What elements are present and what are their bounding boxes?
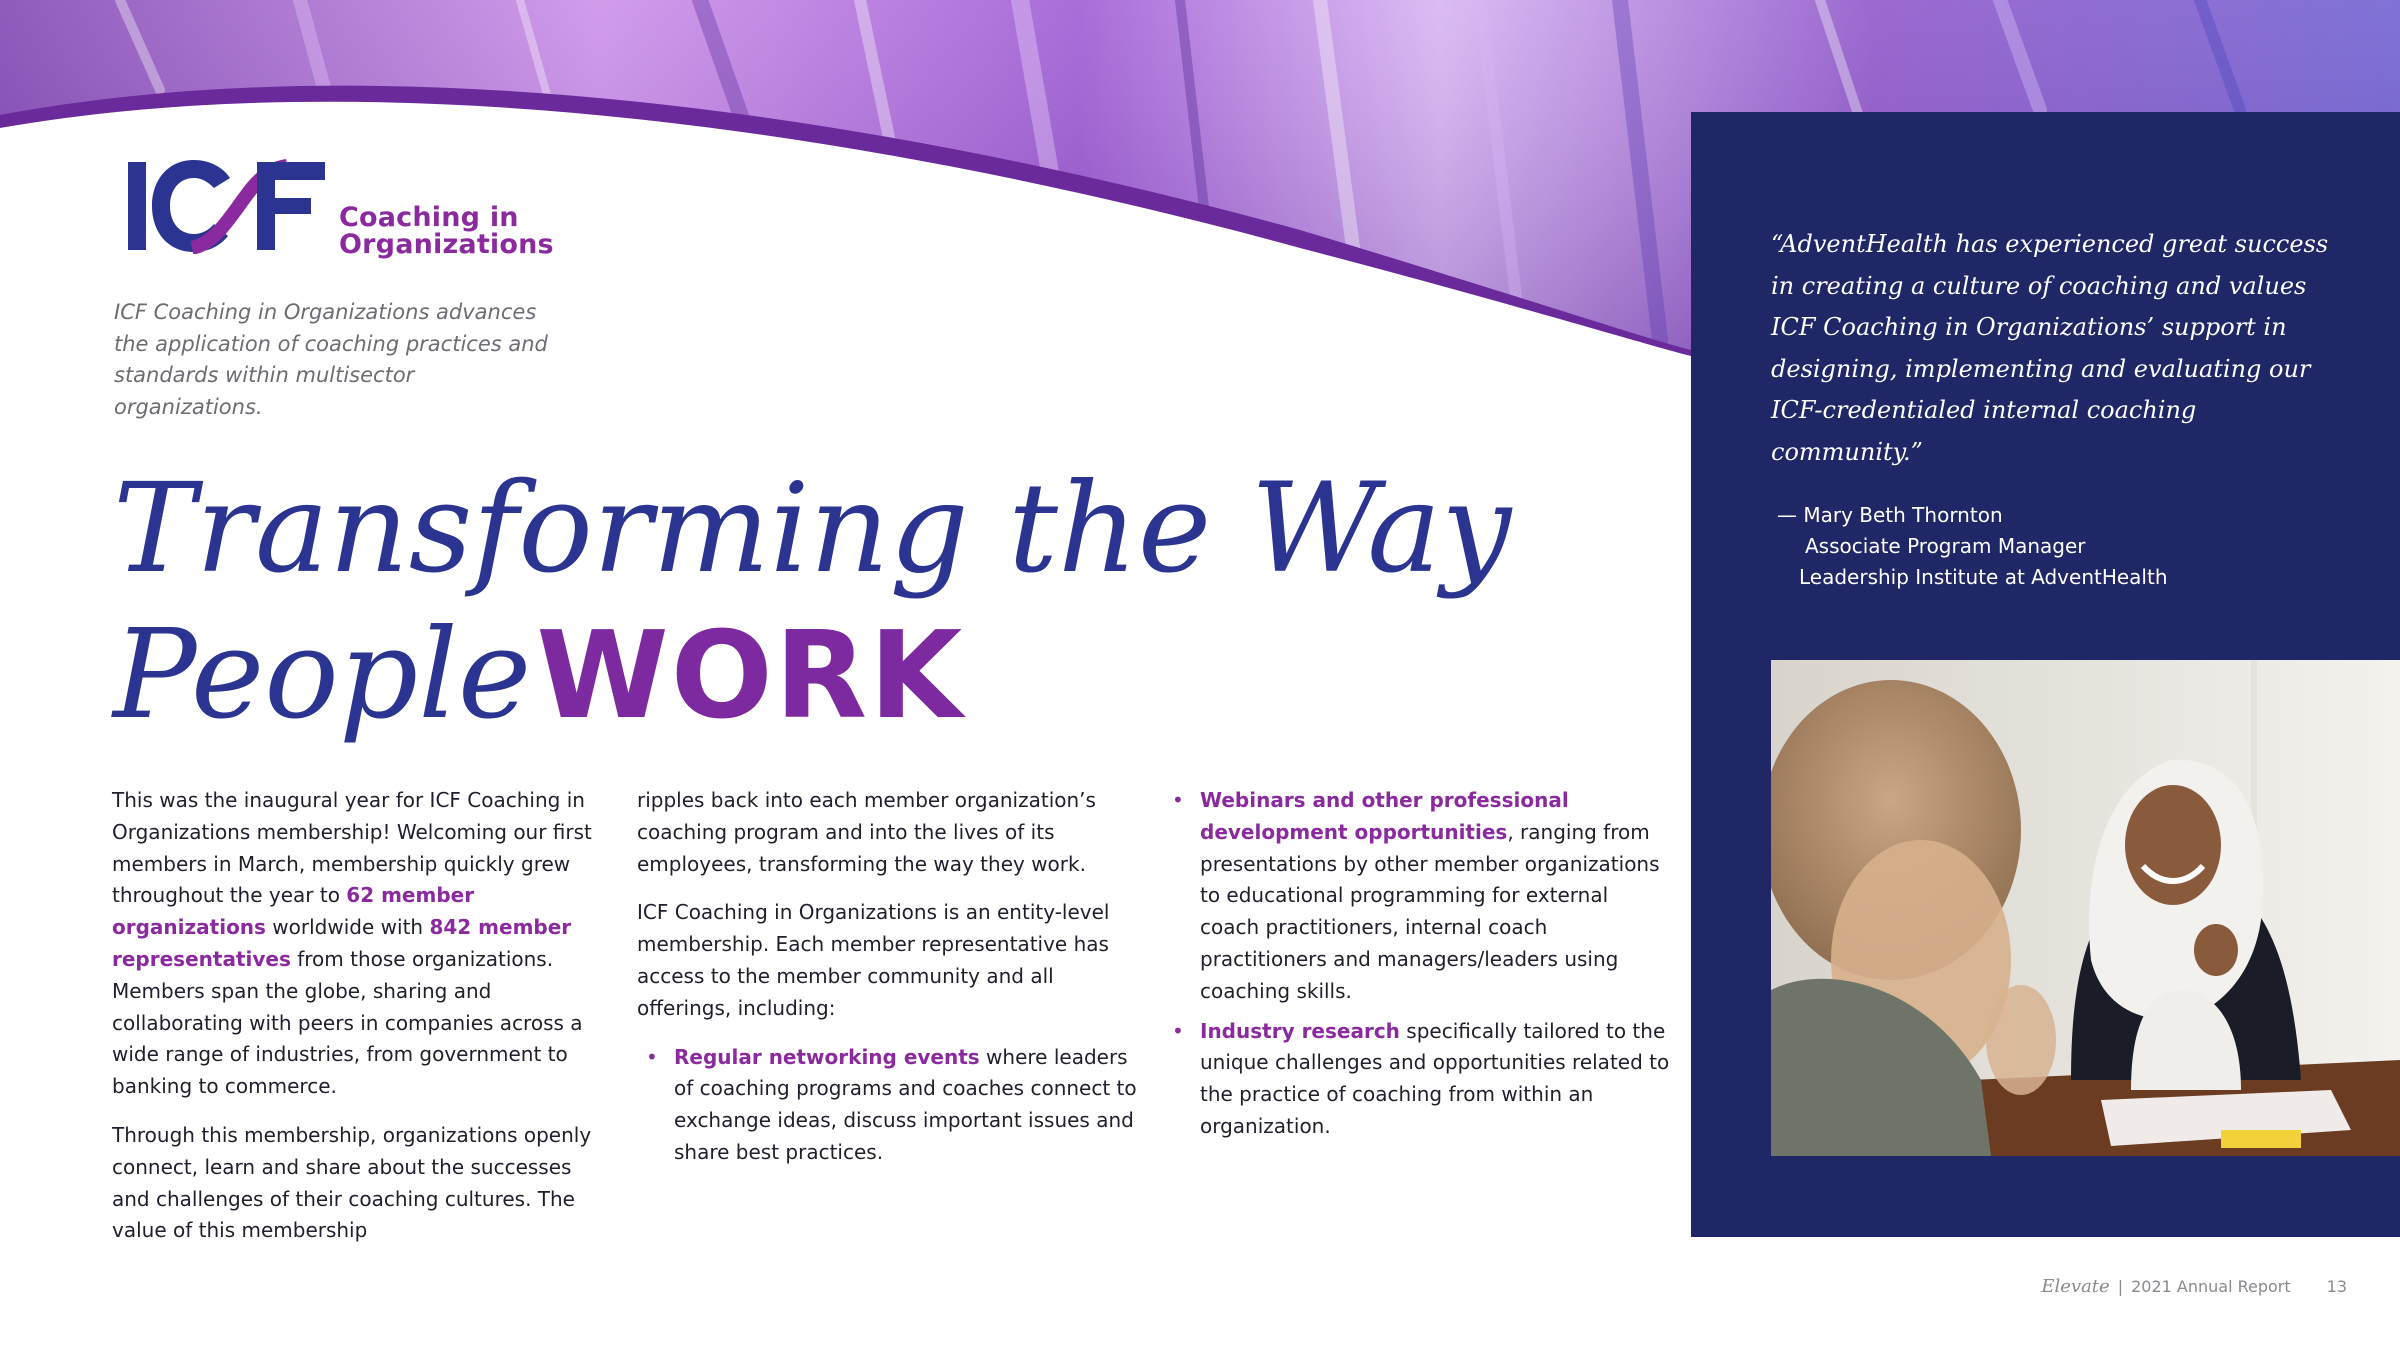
text-span: This was the inaugural year for ICF Coaching in Organizations membership! Welcoming our first members in March, membership quickly grew throughout the year to <box>112 788 592 908</box>
paragraph: Through this membership, organizations openly connect, learn and share about the successes and challenges of their coaching cultures. The value of this membership <box>112 1122 592 1243</box>
icf-logo <box>122 158 554 263</box>
bullet-icon: • <box>646 1044 658 1069</box>
testimonial-quote: “AdventHealth has experienced great success in creating a culture of coaching and values ICF Coaching in Organizations’ support in designing, implementing and evaluating our ICF-credentialed internal coaching community.” <box>1771 230 2329 466</box>
footer-separator: | <box>2117 1277 2124 1296</box>
bullet-highlight: Regular networking events <box>674 1044 980 1069</box>
footer-report: 2021 Annual Report <box>2131 1277 2291 1296</box>
paragraph: ICF Coaching in Organizations is an entity-level membership. Each member representative has access to the member community and all offerings, including: <box>637 900 1110 1020</box>
attribution-role: Associate Program Manager <box>1805 534 2086 558</box>
bullet-icon: • <box>1172 1018 1184 1043</box>
intro-text: ICF Coaching in Organizations advances the application of coaching practices and standards within multisector organizations. <box>114 300 548 419</box>
footer-brand: Elevate <box>2041 1276 2110 1297</box>
quote-panel <box>1691 112 2400 1237</box>
logo-subtitle-line1: Coaching in <box>339 202 519 233</box>
meeting-photo <box>1771 660 2400 1156</box>
body-column-3 <box>1163 785 1673 1151</box>
headline-line1: Transforming the Way <box>113 457 1512 601</box>
bullet-highlight: Industry research <box>1200 1018 1400 1043</box>
headline-people: People <box>113 603 532 747</box>
bullet-text: where leaders of coaching programs and coaches connect to exchange ideas, discuss important issues and share best practices. <box>674 1044 1137 1164</box>
bullet-icon: • <box>1172 788 1184 812</box>
bullet-text: , ranging from presentations by other member organizations to educational programming for external coach practitioners, internal coach practitioners and managers/leaders using coaching skills. <box>1200 819 1660 1003</box>
body-column-1 <box>112 785 602 1264</box>
paragraph: ripples back into each member organization’s coaching program and into the lives of its employees, transforming the way they work. <box>637 788 1096 876</box>
bullet-highlight: Webinars and other professional development opportunities <box>1200 788 1569 844</box>
list-item <box>1163 785 1673 1008</box>
attribution-name: — Mary Beth Thornton <box>1777 503 2003 527</box>
list-item <box>1163 1016 1673 1143</box>
text-span: from those organizations. Members span the globe, sharing and collaborating with peers in companies across a wide range of industries, from government to banking to commerce. <box>112 946 583 1099</box>
text-span: worldwide with <box>265 915 430 940</box>
headline-line2 <box>113 603 1413 747</box>
highlight-member-representatives: 842 member representatives <box>112 915 572 971</box>
logo-subtitle-line2: Organizations <box>339 229 554 260</box>
icf-logo-mark <box>122 158 327 254</box>
quote-attribution <box>1777 500 2168 593</box>
headline-work: WORK <box>536 607 965 746</box>
bullet-text: specifically tailored to the unique challenges and opportunities related to the practice of coaching from within an organization. <box>1200 1018 1670 1138</box>
paragraph <box>112 785 602 1103</box>
page-headline <box>113 455 1512 747</box>
page-number: 13 <box>2326 1277 2347 1296</box>
page-footer <box>2041 1276 2347 1297</box>
body-column-2 <box>637 785 1147 1177</box>
photo-illustration <box>1771 660 2400 1156</box>
attribution-org: Leadership Institute at AdventHealth <box>1799 565 2168 589</box>
highlight-member-organizations: 62 member organizations <box>112 883 475 940</box>
list-item <box>637 1042 1147 1169</box>
